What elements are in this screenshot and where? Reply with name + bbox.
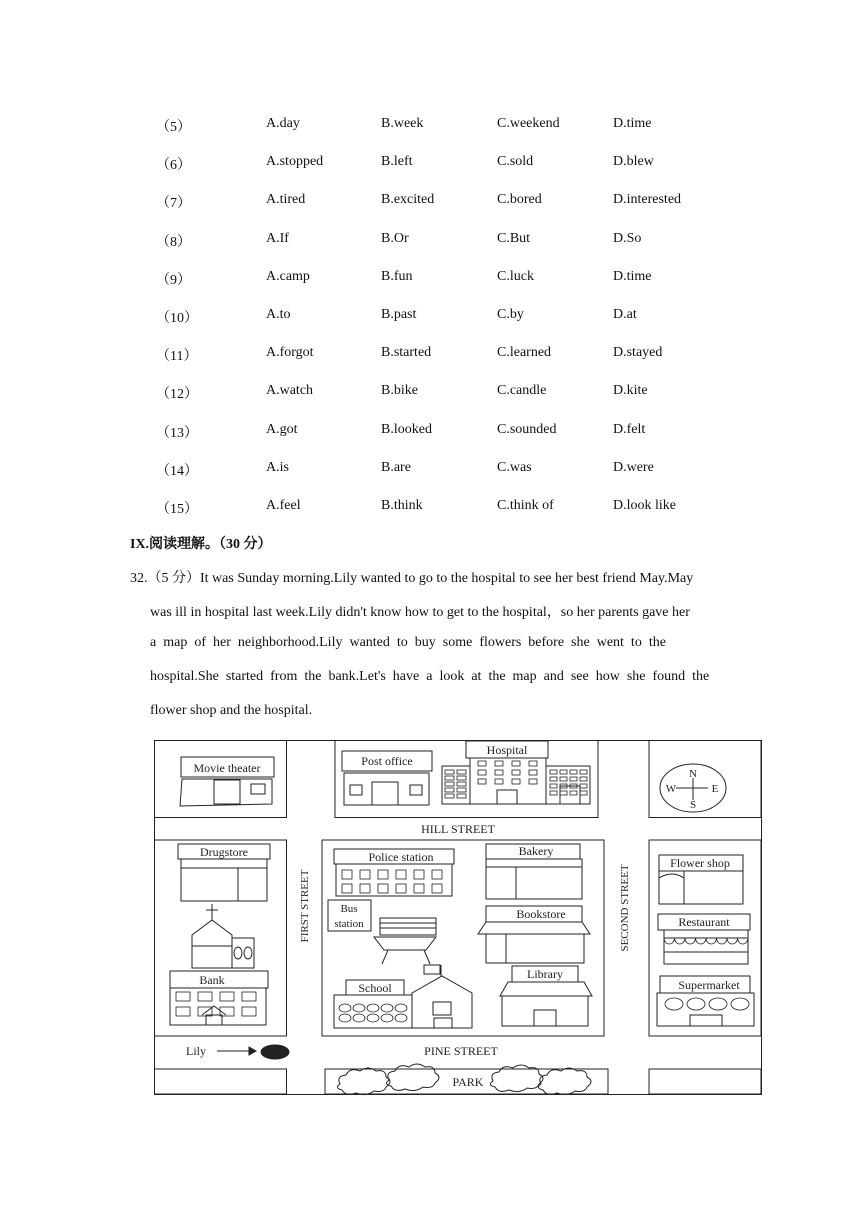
hospital-window bbox=[457, 776, 466, 780]
police-window bbox=[396, 884, 406, 893]
option-row bbox=[0, 345, 860, 369]
bakery-label: Bakery bbox=[518, 844, 554, 858]
compass-west: W bbox=[665, 783, 677, 795]
supermarket-building bbox=[657, 976, 754, 1026]
hospital-window bbox=[445, 770, 454, 774]
police-window bbox=[342, 870, 352, 879]
hospital-window bbox=[445, 788, 454, 792]
hospital-window bbox=[580, 777, 587, 781]
option-d: D.time bbox=[613, 116, 652, 131]
school-building bbox=[334, 965, 472, 1028]
hospital-window bbox=[457, 788, 466, 792]
hospital-window bbox=[495, 770, 503, 775]
hill-street-label: HILL STREET bbox=[421, 822, 495, 836]
option-d: D.felt bbox=[613, 421, 646, 437]
restaurant-building bbox=[658, 914, 750, 964]
option-d: D.time bbox=[613, 268, 652, 284]
option-row bbox=[0, 154, 860, 178]
option-c: C.But bbox=[497, 230, 531, 246]
option-c: C.candle bbox=[497, 383, 547, 399]
bank-window bbox=[176, 1007, 190, 1016]
pine-street-label: PINE STREET bbox=[424, 1044, 498, 1058]
library-label: Library bbox=[527, 967, 563, 981]
bank-windows bbox=[176, 992, 256, 1016]
awning-scallop bbox=[696, 938, 707, 944]
hospital-window bbox=[512, 761, 520, 766]
hospital-window bbox=[550, 777, 557, 781]
police-window bbox=[414, 884, 424, 893]
question-number: （6） bbox=[156, 158, 191, 174]
option-a: A.feel bbox=[266, 498, 301, 513]
option-b: B.are bbox=[381, 459, 411, 475]
option-row bbox=[0, 422, 860, 446]
school-window bbox=[353, 1004, 365, 1012]
supermarket-window bbox=[665, 998, 683, 1010]
passage-line: 32.（5 分）It was Sunday morning.Lily wanted to go to the hospital to see her best friend May.May bbox=[130, 571, 694, 586]
question-number: （15） bbox=[156, 502, 198, 517]
option-a: A.day bbox=[266, 116, 300, 131]
police-window bbox=[342, 884, 352, 893]
awning-scallop bbox=[664, 938, 675, 944]
compass-east: E bbox=[711, 783, 719, 795]
awning-scallop bbox=[685, 938, 696, 944]
option-c: C.luck bbox=[497, 268, 534, 284]
option-d: D.look like bbox=[613, 498, 676, 513]
police-window bbox=[360, 870, 370, 879]
question-number: （14） bbox=[156, 463, 198, 479]
hospital-window bbox=[560, 777, 567, 781]
hospital-window bbox=[495, 779, 503, 784]
hospital-window bbox=[570, 770, 577, 774]
awning-scallop bbox=[727, 938, 738, 944]
hospital-window bbox=[560, 770, 567, 774]
flower-shop-building bbox=[659, 855, 743, 904]
neighborhood-map bbox=[154, 740, 762, 1096]
option-a: A.got bbox=[266, 421, 298, 437]
compass-north: N bbox=[689, 768, 697, 780]
park-cloud bbox=[538, 1068, 591, 1095]
hospital-windows bbox=[445, 761, 587, 798]
police-window bbox=[432, 870, 442, 879]
restaurant-label: Restaurant bbox=[678, 915, 730, 929]
hospital-window bbox=[529, 770, 537, 775]
option-a: A.camp bbox=[266, 268, 310, 284]
police-station-label: Police station bbox=[368, 850, 434, 864]
question-number: （13） bbox=[156, 425, 198, 441]
school-window bbox=[367, 1004, 379, 1012]
awning-scallop bbox=[706, 938, 717, 944]
passage-line: a map of her neighborhood.Lily wanted to buy some flowers before she went to the bbox=[150, 635, 666, 650]
option-row bbox=[0, 269, 860, 293]
police-window bbox=[378, 870, 388, 879]
option-b: B.fun bbox=[381, 268, 413, 284]
movie-theater-building bbox=[180, 757, 274, 806]
flower-shop-label: Flower shop bbox=[670, 856, 730, 870]
option-d: D.So bbox=[613, 230, 642, 246]
police-window bbox=[414, 870, 424, 879]
bank-window bbox=[198, 992, 212, 1001]
bank-building bbox=[170, 971, 268, 1025]
hospital-window bbox=[550, 791, 557, 795]
supermarket-window bbox=[731, 998, 749, 1010]
supermarket-window bbox=[687, 998, 705, 1010]
option-a: A.watch bbox=[266, 383, 314, 399]
school-window bbox=[339, 1004, 351, 1012]
option-d: D.interested bbox=[613, 192, 682, 208]
hospital-window bbox=[529, 779, 537, 784]
first-street-label: FIRST STREET bbox=[299, 869, 311, 943]
hospital-window bbox=[580, 784, 587, 788]
hospital-window bbox=[512, 770, 520, 775]
hospital-window bbox=[570, 777, 577, 781]
option-a: A.stopped bbox=[266, 154, 324, 170]
option-row bbox=[0, 460, 860, 484]
park-cloud bbox=[337, 1068, 390, 1095]
school-window bbox=[381, 1014, 393, 1022]
option-row bbox=[0, 498, 860, 522]
park-cloud bbox=[386, 1064, 439, 1091]
option-b: B.bike bbox=[381, 383, 418, 399]
passage-line: flower shop and the hospital. bbox=[150, 703, 313, 718]
bookstore-building bbox=[478, 906, 590, 963]
bank-window bbox=[242, 1007, 256, 1016]
option-c: C.sold bbox=[497, 154, 534, 170]
block-top-right bbox=[649, 741, 761, 818]
police-window bbox=[378, 884, 388, 893]
hospital-window bbox=[445, 794, 454, 798]
passage-line: hospital.She started from the bank.Let's have a look at the map and see how she found the bbox=[150, 669, 710, 684]
bank-window bbox=[242, 992, 256, 1001]
option-c: C.sounded bbox=[497, 421, 557, 437]
post-office-label: Post office bbox=[361, 754, 413, 768]
lily-label: Lily bbox=[186, 1044, 206, 1058]
bank-window bbox=[176, 992, 190, 1001]
bus-station bbox=[328, 900, 436, 964]
hospital-window bbox=[457, 782, 466, 786]
park-label: PARK bbox=[452, 1075, 484, 1089]
hospital-building bbox=[442, 741, 590, 804]
option-b: B.started bbox=[381, 345, 432, 361]
school-window bbox=[353, 1014, 365, 1022]
bus-station-label-2: station bbox=[334, 918, 364, 930]
option-c: C.by bbox=[497, 307, 524, 322]
option-a: A.to bbox=[266, 307, 291, 322]
drugstore-label: Drugstore bbox=[200, 845, 248, 859]
awning-scallop bbox=[675, 938, 686, 944]
question-number: （10） bbox=[156, 311, 198, 326]
bakery-building bbox=[486, 844, 582, 899]
option-c: C.weekend bbox=[497, 116, 560, 131]
option-a: A.forgot bbox=[266, 345, 314, 361]
option-b: B.looked bbox=[381, 421, 432, 437]
school-window bbox=[339, 1014, 351, 1022]
hospital-window bbox=[478, 770, 486, 775]
bookstore-label: Bookstore bbox=[516, 907, 566, 921]
supermarket-label: Supermarket bbox=[678, 978, 740, 992]
option-a: A.tired bbox=[266, 192, 306, 208]
option-row bbox=[0, 231, 860, 255]
option-b: B.think bbox=[381, 498, 423, 513]
question-number: （12） bbox=[156, 387, 198, 403]
option-c: C.bored bbox=[497, 192, 542, 208]
hospital-window bbox=[457, 770, 466, 774]
hospital-window bbox=[560, 791, 567, 795]
option-c: C.was bbox=[497, 459, 532, 475]
school-window bbox=[367, 1014, 379, 1022]
police-window bbox=[396, 870, 406, 879]
option-row bbox=[0, 383, 860, 407]
hospital-window bbox=[550, 770, 557, 774]
hospital-window bbox=[478, 779, 486, 784]
option-b: B.Or bbox=[381, 230, 409, 246]
post-office-building bbox=[342, 751, 432, 805]
block-bottom-right bbox=[649, 1069, 761, 1094]
option-b: B.excited bbox=[381, 192, 435, 208]
restaurant-awning bbox=[664, 938, 748, 944]
hospital-window bbox=[445, 776, 454, 780]
awning-scallop bbox=[717, 938, 728, 944]
school-window bbox=[395, 1004, 407, 1012]
question-number: （7） bbox=[156, 196, 191, 212]
hospital-window bbox=[478, 761, 486, 766]
school-label: School bbox=[358, 981, 392, 995]
section-title: IX.阅读理解。（30 分） bbox=[130, 537, 272, 552]
option-d: D.at bbox=[613, 307, 637, 322]
block-bottom-left bbox=[155, 1069, 287, 1094]
question-number: （11） bbox=[156, 349, 198, 365]
awning-scallop bbox=[738, 938, 749, 944]
school-window bbox=[381, 1004, 393, 1012]
option-d: D.were bbox=[613, 459, 654, 475]
movie-theater-label: Movie theater bbox=[193, 761, 261, 775]
police-windows bbox=[342, 870, 442, 893]
bank-label: Bank bbox=[199, 973, 225, 987]
option-b: B.left bbox=[381, 154, 413, 170]
option-d: D.kite bbox=[613, 383, 648, 399]
option-a: A.If bbox=[266, 230, 289, 246]
option-row bbox=[0, 116, 860, 140]
question-number: （5） bbox=[156, 120, 191, 135]
option-row bbox=[0, 307, 860, 331]
compass-south: S bbox=[689, 799, 697, 811]
hospital-label: Hospital bbox=[486, 743, 528, 757]
option-c: C.learned bbox=[497, 345, 552, 361]
church-building bbox=[192, 904, 254, 968]
lily-marker bbox=[186, 1044, 289, 1059]
hospital-window bbox=[550, 784, 557, 788]
option-b: B.week bbox=[381, 116, 424, 131]
hospital-window bbox=[529, 761, 537, 766]
option-b: B.past bbox=[381, 307, 417, 322]
second-street-label: SECOND STREET bbox=[619, 864, 631, 952]
option-c: C.think of bbox=[497, 498, 554, 513]
hospital-window bbox=[445, 782, 454, 786]
supermarket-windows bbox=[665, 998, 749, 1010]
hospital-window bbox=[570, 791, 577, 795]
police-window bbox=[432, 884, 442, 893]
school-window bbox=[395, 1014, 407, 1022]
supermarket-window bbox=[709, 998, 727, 1010]
hospital-window bbox=[580, 770, 587, 774]
drugstore-building bbox=[178, 844, 270, 901]
hospital-window bbox=[495, 761, 503, 766]
question-number: （8） bbox=[156, 234, 191, 250]
option-row bbox=[0, 192, 860, 216]
option-d: D.stayed bbox=[613, 345, 663, 361]
police-window bbox=[360, 884, 370, 893]
school-windows bbox=[339, 1004, 407, 1022]
question-number: （9） bbox=[156, 272, 191, 288]
bus-station-label-1: Bus bbox=[340, 903, 358, 915]
hospital-window bbox=[457, 794, 466, 798]
hospital-window bbox=[512, 779, 520, 784]
option-d: D.blew bbox=[613, 154, 654, 170]
library-building bbox=[500, 966, 592, 1026]
hospital-window bbox=[580, 791, 587, 795]
bank-window bbox=[220, 992, 234, 1001]
compass bbox=[660, 764, 726, 812]
option-a: A.is bbox=[266, 459, 289, 475]
passage-line: was ill in hospital last week.Lily didn't know how to get to the hospital，so her parents gave her bbox=[150, 605, 690, 620]
